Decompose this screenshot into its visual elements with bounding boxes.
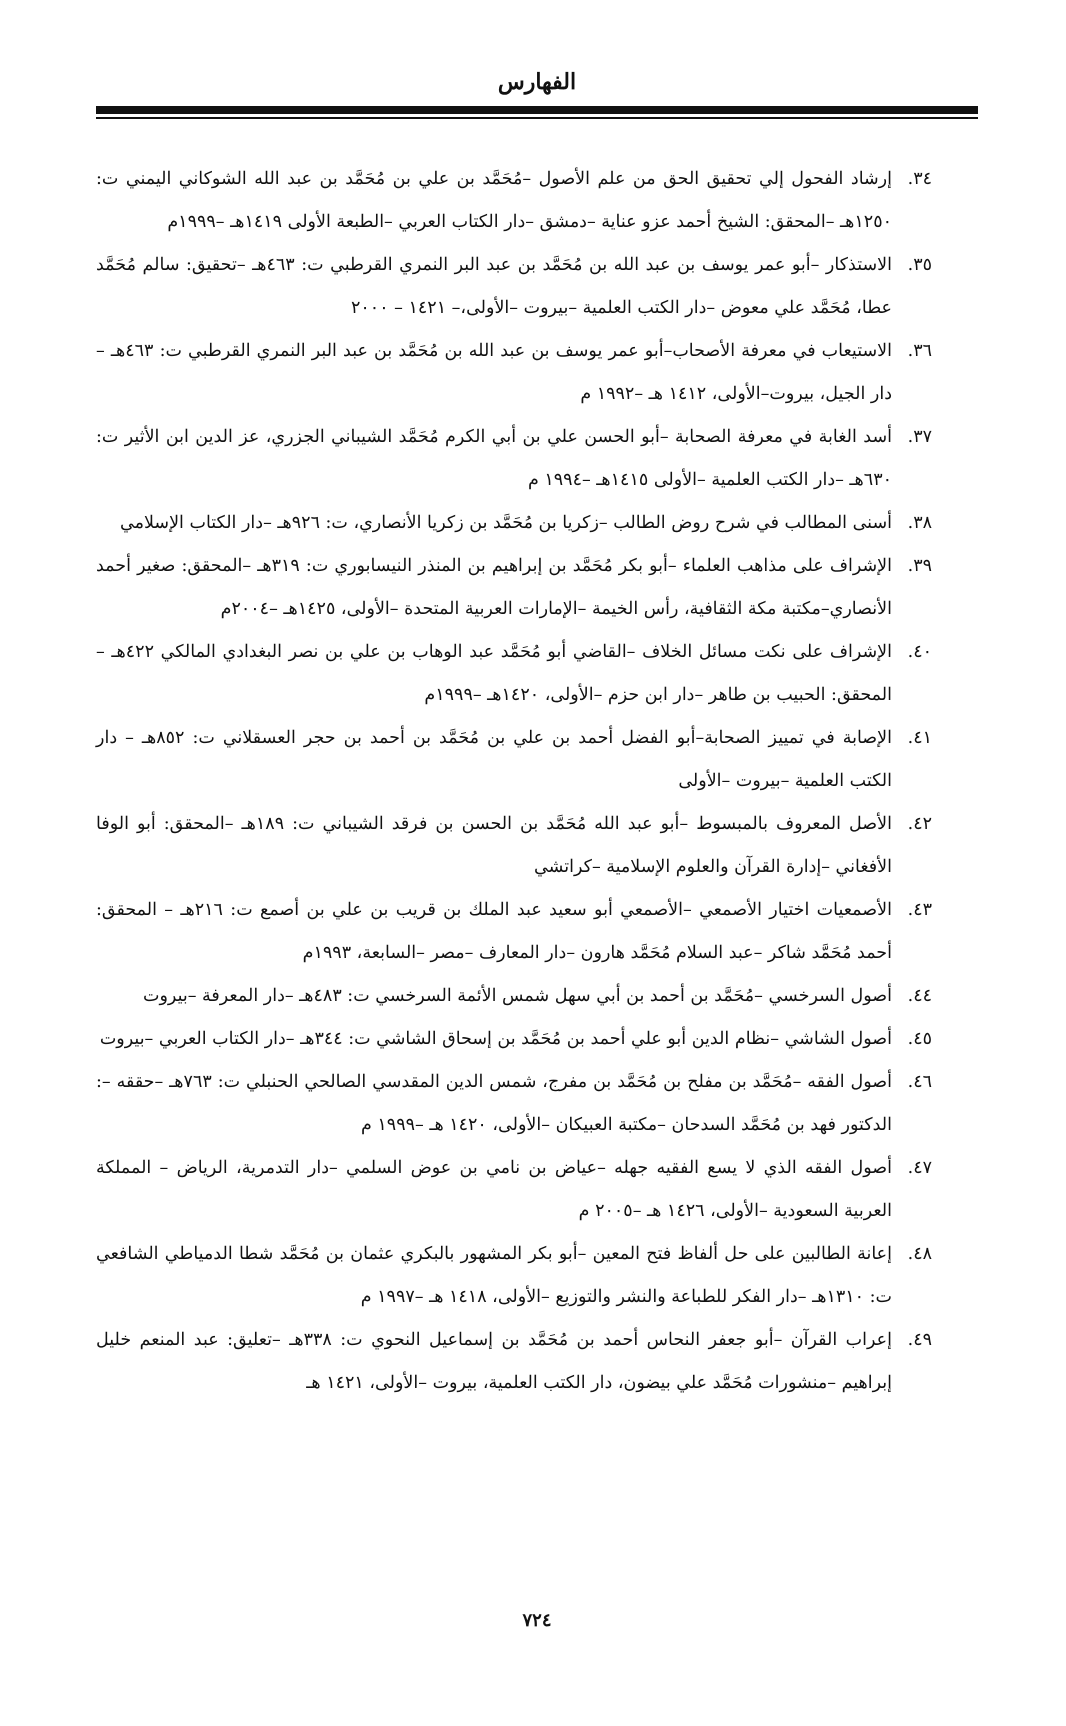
- bibliography-entry: [96, 330, 932, 416]
- entry-text: الاستيعاب في معرفة الأصحاب–أبو عمر يوسف بن عبد الله بن مُحَمَّد بن عبد البر النمري القرطبي ت: ٤٦٣هـ –دار الجيل، بيروت–الأولى، ١٤١٢ هـ –١٩٩٢ م: [96, 341, 892, 404]
- entry-text: أصول السرخسي –مُحَمَّد بن أحمد بن أبي سهل شمس الأئمة السرخسي ت: ٤٨٣هـ –دار المعرفة –بيروت: [142, 986, 892, 1006]
- entry-number: ٤٤.: [907, 986, 932, 1006]
- entry-number: ٤٦.: [907, 1072, 932, 1092]
- entry-text: أصول الفقه –مُحَمَّد بن مفلح بن مُحَمَّد بن مفرج، شمس الدين المقدسي الصالحي الحنبلي ت: ٧٦٣هـ –حققه –: الدكتور فهد بن مُحَمَّد السدحان –مكتبة العبيكان –الأولى، ١٤٢٠ هـ –١٩٩٩ م: [96, 1072, 892, 1135]
- bibliography-entry: [96, 502, 932, 545]
- page-number: ٧٢٤: [522, 1610, 552, 1631]
- bibliography-entry: [96, 717, 932, 803]
- bibliography-entry: [96, 545, 932, 631]
- bibliography-entry: [96, 158, 932, 244]
- bibliography-entry: [96, 631, 932, 717]
- entry-number: ٣٧.: [907, 427, 932, 447]
- page-title: الفهارس: [497, 69, 577, 95]
- bibliography-list: [96, 158, 932, 1405]
- entry-text: الاستذكار –أبو عمر يوسف بن عبد الله بن مُحَمَّد بن عبد البر النمري القرطبي ت: ٤٦٣هـ –تحقيق: سالم مُحَمَّد عطا، مُحَمَّد علي معوض –دار الكتب العلمية –بيروت –الأولى،– ١٤٢١ – ٢٠٠٠: [96, 255, 892, 318]
- bibliography-entry: [96, 889, 932, 975]
- entry-number: ٣٩.: [907, 556, 932, 576]
- entry-text: أسد الغابة في معرفة الصحابة –أبو الحسن علي بن أبي الكرم مُحَمَّد الشيباني الجزري، عز الدين ابن الأثير ت: ٦٣٠هـ –دار الكتب العلمية –الأولى ١٤١٥هـ –١٩٩٤ م: [96, 427, 892, 490]
- entry-text: إعانة الطالبين على حل ألفاظ فتح المعين –أبو بكر المشهور بالبكري عثمان بن مُحَمَّد شطا الدمياطي الشافعي ت: ١٣١٠هـ –دار الفكر للطباعة والنشر والتوزيع –الأولى، ١٤١٨ هـ –١٩٩٧ م: [96, 1244, 892, 1307]
- entry-number: ٤٥.: [907, 1029, 932, 1049]
- entry-number: ٣٥.: [907, 255, 932, 275]
- entry-text: أسنى المطالب في شرح روض الطالب –زكريا بن مُحَمَّد بن زكريا الأنصاري، ت: ٩٢٦هـ –دار الكتاب الإسلامي: [120, 513, 892, 533]
- bibliography-entry: [96, 416, 932, 502]
- entry-text: أصول الفقه الذي لا يسع الفقيه جهله –عياض بن نامي بن عوض السلمي –دار التدمرية، الرياض – المملكة العربية السعودية –الأولى، ١٤٢٦ هـ –٢٠٠٥ م: [96, 1158, 892, 1221]
- header-rule-thin: [96, 117, 978, 119]
- entry-text: الإشراف على مذاهب العلماء –أبو بكر مُحَمَّد بن إبراهيم بن المنذر النيسابوري ت: ٣١٩هـ –المحقق: صغير أحمد الأنصاري–مكتبة مكة الثقافية، رأس الخيمة –الإمارات العربية المتحدة –الأولى، ١٤٢٥هـ –٢٠٠٤م: [96, 556, 892, 619]
- bibliography-entry: [96, 1233, 932, 1319]
- entry-number: ٣٦.: [907, 341, 932, 361]
- page-header: [96, 62, 978, 102]
- entry-text: الإصابة في تمييز الصحابة–أبو الفضل أحمد بن علي بن مُحَمَّد بن أحمد بن حجر العسقلاني ت: ٨٥٢هـ – دار الكتب العلمية –بيروت –الأولى: [96, 728, 893, 791]
- entry-number: ٤٧.: [907, 1158, 932, 1178]
- header-rule-thick: [96, 106, 978, 114]
- entry-text: الأصل المعروف بالمبسوط –أبو عبد الله مُحَمَّد بن الحسن بن فرقد الشيباني ت: ١٨٩هـ –المحقق: أبو الوفا الأفغاني –إدارة القرآن والعلوم الإسلامية –كراتشي: [96, 814, 892, 877]
- bibliography-entry: [96, 1319, 932, 1405]
- entry-number: ٤٢.: [907, 814, 932, 834]
- entry-number: ٣٨.: [907, 513, 932, 533]
- entry-number: ٤٩.: [907, 1330, 932, 1350]
- entry-text: إرشاد الفحول إلي تحقيق الحق من علم الأصول –مُحَمَّد بن علي بن مُحَمَّد بن عبد الله الشوكاني اليمني ت: ١٢٥٠هـ –المحقق: الشيخ أحمد عزو عناية –دمشق –دار الكتاب العربي –الطبعة الأولى ١٤١٩هـ –١٩٩٩م: [96, 169, 892, 232]
- entry-number: ٤١.: [907, 728, 932, 748]
- bibliography-entry: [96, 1018, 932, 1061]
- bibliography-entry: [96, 803, 932, 889]
- entry-text: الأصمعيات اختيار الأصمعي –الأصمعي أبو سعيد عبد الملك بن قريب بن علي بن أصمع ت: ٢١٦هـ – المحقق: أحمد مُحَمَّد شاكر –عبد السلام مُحَمَّد هارون –دار المعارف –مصر –السابعة، ١٩٩٣م: [96, 900, 892, 963]
- bibliography-entry: [96, 1147, 932, 1233]
- bibliography-entry: [96, 1061, 932, 1147]
- entry-number: ٤٠.: [907, 642, 932, 662]
- entry-text: أصول الشاشي –نظام الدين أبو علي أحمد بن مُحَمَّد بن إسحاق الشاشي ت: ٣٤٤هـ –دار الكتاب العربي –بيروت: [99, 1029, 892, 1049]
- entry-number: ٤٨.: [907, 1244, 932, 1264]
- entry-text: الإشراف على نكت مسائل الخلاف –القاضي أبو مُحَمَّد عبد الوهاب بن علي بن نصر البغدادي المالكي ٤٢٢هـ –المحقق: الحبيب بن طاهر –دار ابن حزم –الأولى، ١٤٢٠هـ –١٩٩٩م: [96, 642, 893, 705]
- entry-number: ٤٣.: [907, 900, 932, 920]
- bibliography-entry: [96, 244, 932, 330]
- entry-text: إعراب القرآن –أبو جعفر النحاس أحمد بن مُحَمَّد بن إسماعيل النحوي ت: ٣٣٨هـ –تعليق: عبد المنعم خليل إبراهيم –منشورات مُحَمَّد علي بيضون، دار الكتب العلمية، بيروت –الأولى، ١٤٢١ هـ: [96, 1330, 892, 1393]
- entry-number: ٣٤.: [907, 169, 932, 189]
- bibliography-entry: [96, 975, 932, 1018]
